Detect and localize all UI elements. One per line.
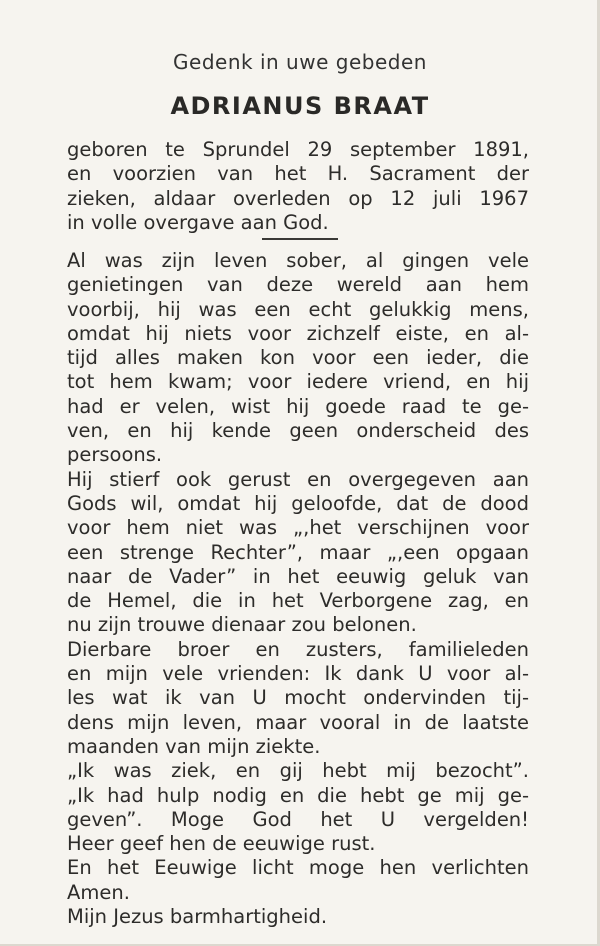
text-line: ven, en hij kende geen onderscheid des bbox=[67, 419, 529, 443]
text-line: „Ik had hulp nodig en die hebt ge mij ge- bbox=[67, 783, 529, 807]
text-line: en mijn vele vrienden: Ik dank U voor al- bbox=[67, 662, 529, 686]
text-line: voor hem niet was „,het verschijnen voor bbox=[67, 516, 529, 540]
text-line: geven”. Moge God het U vergelden! bbox=[67, 807, 529, 831]
text-line: Heer geef hen de eeuwige rust. bbox=[67, 832, 376, 856]
birth-death-paragraph bbox=[67, 138, 529, 235]
text-line: Hij stierf ook gerust en overgegeven aan bbox=[67, 467, 529, 491]
text-line: dens mijn leven, maar vooral in de laatste bbox=[67, 710, 529, 734]
text-line: nu zijn trouwe dienaar zou belonen. bbox=[67, 613, 417, 637]
text-line: En het Eeuwige licht moge hen verlichten bbox=[67, 856, 529, 880]
text-line: omdat hij niets voor zichzelf eiste, en al- bbox=[67, 321, 529, 345]
text-line: in volle overgave aan God. bbox=[67, 210, 329, 234]
text-line: Mijn Jezus barmhartigheid. bbox=[67, 905, 328, 929]
text-line: en voorzien van het H. Sacrament der bbox=[67, 162, 529, 186]
text-line: naar de Vader” in het eeuwig geluk van bbox=[67, 564, 529, 588]
memorial-text bbox=[67, 249, 529, 929]
text-line: een strenge Rechter”, maar „,een opgaan bbox=[67, 540, 529, 564]
text-line: zieken, aldaar overleden op 12 juli 1967 bbox=[67, 186, 529, 210]
divider-rule bbox=[262, 238, 338, 240]
text-line: les wat ik van U mocht ondervinden tij- bbox=[67, 686, 529, 710]
text-line: tijd alles maken kon voor een ieder, die bbox=[67, 346, 529, 370]
card-header: Gedenk in uwe gebeden bbox=[173, 50, 427, 74]
text-line: Amen. bbox=[67, 880, 130, 904]
text-line: Al was zijn leven sober, al gingen vele bbox=[67, 249, 529, 272]
text-line: genietingen van deze wereld aan hem bbox=[67, 273, 529, 297]
text-line: tot hem kwam; voor iedere vriend, en hij bbox=[67, 370, 529, 394]
text-line: geboren te Sprundel 29 september 1891, bbox=[67, 138, 529, 161]
text-line: voorbij, hij was een echt gelukkig mens, bbox=[67, 297, 529, 321]
text-line: had er velen, wist hij goede raad te ge- bbox=[67, 394, 529, 418]
text-line: maanden van mijn ziekte. bbox=[67, 734, 321, 758]
text-line: „Ik was ziek, en gij hebt mij bezocht”. bbox=[67, 759, 529, 783]
deceased-name: ADRIANUS BRAAT bbox=[170, 92, 430, 120]
text-line: persoons. bbox=[67, 443, 163, 467]
text-line: de Hemel, die in het Verborgene zag, en bbox=[67, 589, 529, 613]
text-line: Dierbare broer en zusters, familieleden bbox=[67, 637, 529, 661]
text-line: Gods wil, omdat hij geloofde, dat de dood bbox=[67, 491, 529, 515]
